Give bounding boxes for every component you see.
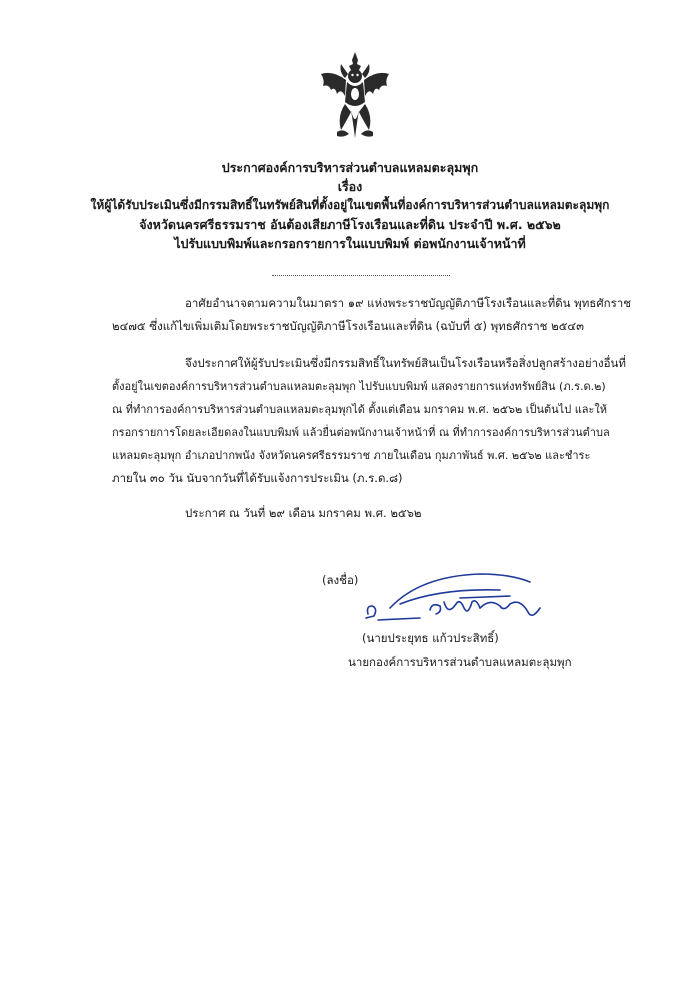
paragraph-1-line-2: ๒๔๗๕ ซึ่งแก้ไขเพิ่มเติมโดยพระราชบัญญัติภาษีโรงเรือนและที่ดิน (ฉบับที่ ๕) พุทธศักราช ๒๕๔๓ (112, 319, 584, 333)
announcement-heading (60, 158, 640, 253)
heading-subject-line2: จังหวัดนครศรีธรรมราช อันต้องเสียภาษีโรงเรือนและที่ดิน ประจำปี พ.ศ. ๒๕๖๒ (139, 217, 561, 232)
heading-subject-label: เรื่อง (337, 179, 363, 194)
paragraph-2-line-5: แหลมตะลุมพุก อำเภอปากพนัง จังหวัดนครศรีธรรมราช ภายในเดือน กุมภาพันธ์ พ.ศ. ๒๕๖๒ และชำระ (112, 449, 591, 462)
signatory-title: นายกองค์การบริหารส่วนตำบลแหลมตะลุมพุก (348, 655, 572, 669)
announcement-date: ประกาศ ณ วันที่ ๒๙ เดือน มกราคม พ.ศ. ๒๕๖๒ (185, 506, 422, 520)
garuda-emblem-icon (315, 50, 395, 142)
heading-subject-line3: ไปรับแบบพิมพ์และกรอกรายการในแบบพิมพ์ ต่อพนักงานเจ้าหน้าที่ (174, 236, 526, 251)
heading-subject-line1: ให้ผู้ได้รับประเมินซึ่งมีกรรมสิทธิ์ในทรัพย์สินที่ตั้งอยู่ในเขตพื้นที่องค์การบริหารส่วนตำบลแหลมตะลุมพุก (90, 198, 610, 212)
paragraph-2-line-6: ภายใน ๓๐ วัน นับจากวันที่ได้รับแจ้งการประเมิน (ภ.ร.ด.๘) (112, 471, 403, 485)
paragraph-2-line-3: ณ ที่ทำการองค์การบริหารส่วนตำบลแหลมตะลุมพุกได้ ตั้งแต่เดือน มกราคม พ.ศ. ๒๕๖๒ เป็นต้นไป และให้ (112, 403, 608, 416)
signatory-name: (นายประยุทธ แก้วประสิทธิ์) (362, 631, 499, 645)
heading-divider (272, 275, 450, 276)
paragraph-2-line-4: กรอกรายการโดยละเอียดลงในแบบพิมพ์ แล้วยื่นต่อพนักงานเจ้าหน้าที่ ณ ที่ทำการองค์การบริหารส่วนตำบล (112, 426, 610, 439)
heading-issuer: ประกาศองค์การบริหารส่วนตำบลแหลมตะลุมพุก (221, 160, 479, 175)
handwritten-signature (360, 568, 550, 638)
signature-label: (ลงชื่อ) (322, 573, 359, 587)
paragraph-2-line-1: จึงประกาศให้ผู้รับประเมินซึ่งมีกรรมสิทธิ์ในทรัพย์สินเป็นโรงเรือนหรือสิ่งปลูกสร้างอย่างอื่นที่ (185, 356, 626, 370)
paragraph-2-line-2: ตั้งอยู่ในเขตองค์การบริหารส่วนตำบลแหลมตะลุมพุก ไปรับแบบพิมพ์ แสดงรายการแห่งทรัพย์สิน (ภ.ร.ด.๒) (112, 380, 606, 393)
paragraph-1-line-1: อาศัยอำนาจตามความในมาตรา ๑๙ แห่งพระราชบัญญัติภาษีโรงเรือนและที่ดิน พุทธศักราช (185, 296, 632, 310)
